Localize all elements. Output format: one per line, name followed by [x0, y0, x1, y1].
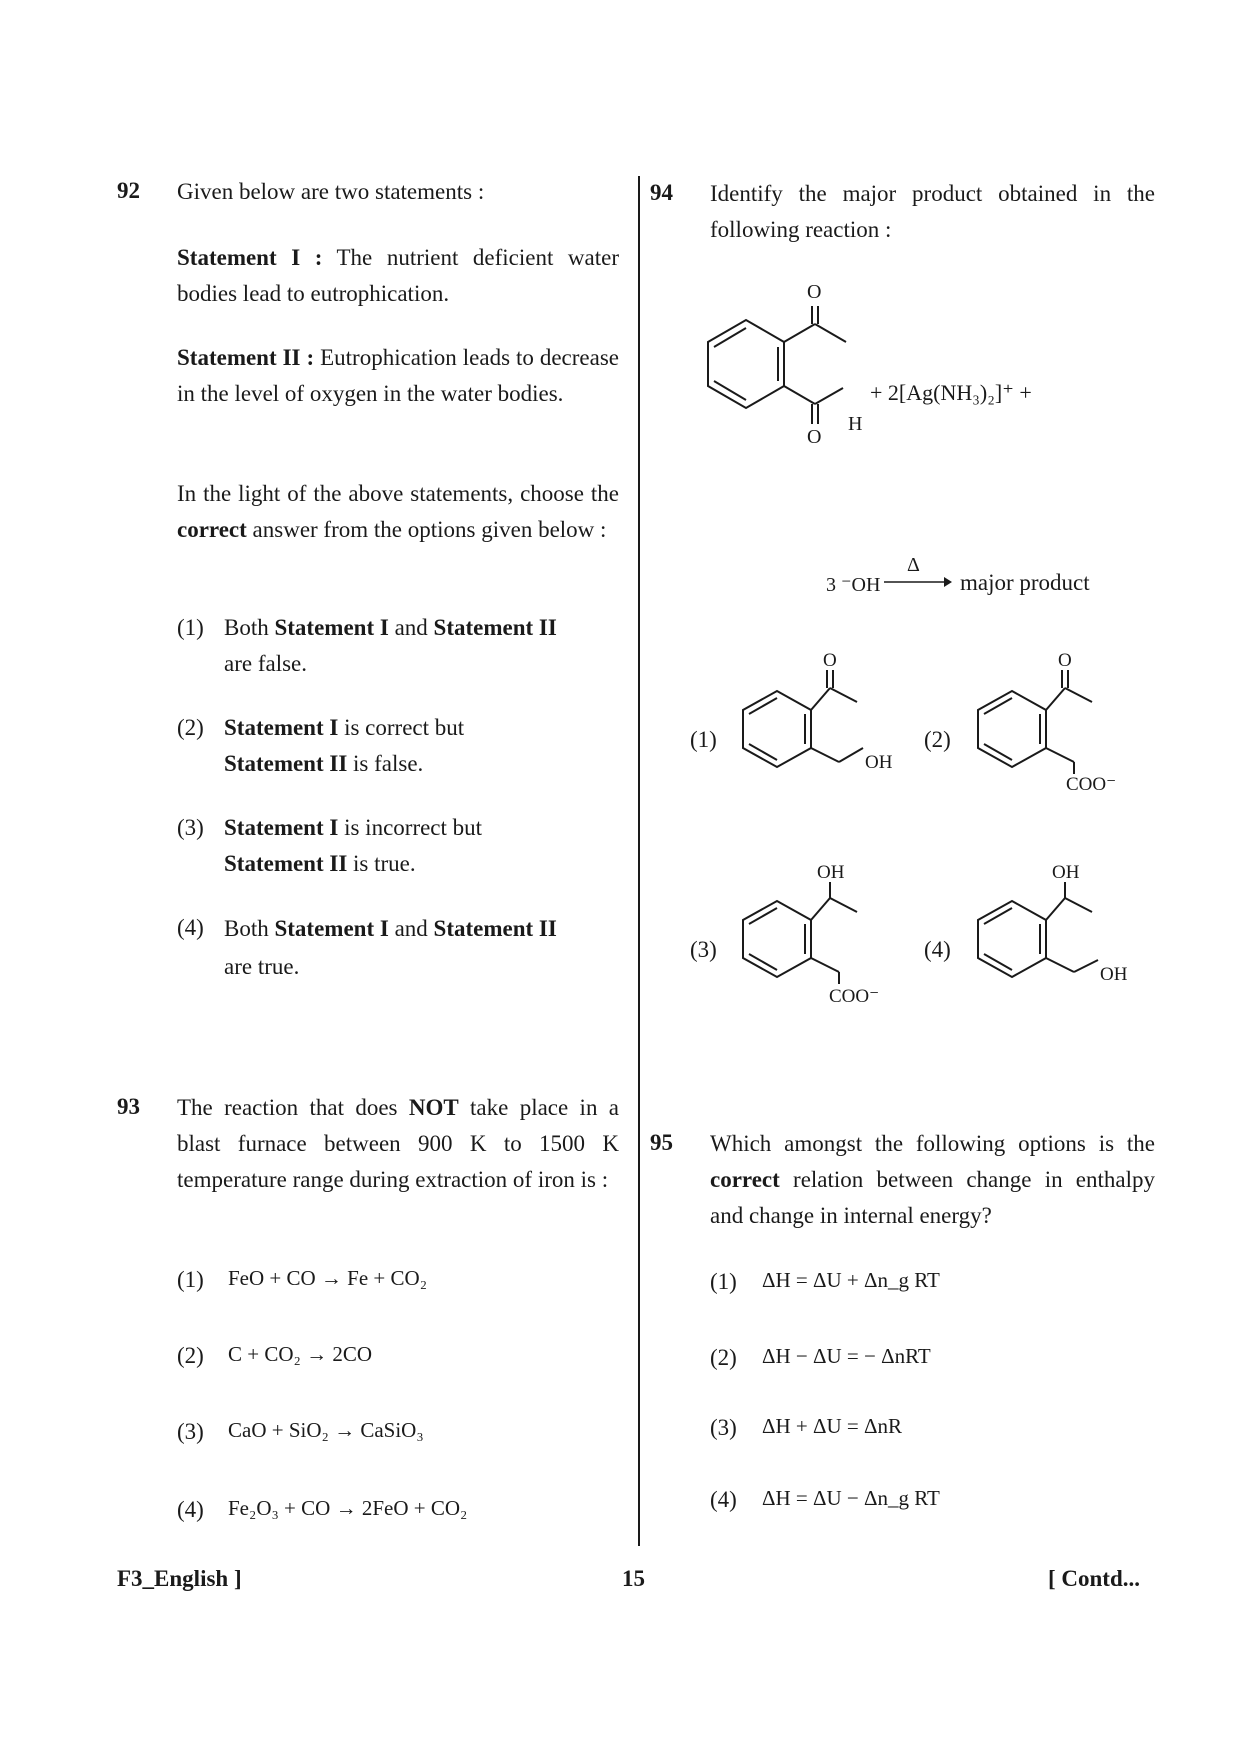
q92-s1-text: The nutrient deficient water bodies lead to eutrophication.	[177, 245, 619, 306]
q93-option-3-eq: CaO + SiO₂ → CaSiO₃	[228, 1418, 424, 1442]
atom-H: H	[848, 413, 863, 435]
page-number: 15	[622, 1566, 645, 1591]
q93-option-3[interactable]: (3)	[177, 1419, 204, 1444]
q95-option-4[interactable]: (4)	[710, 1487, 737, 1512]
q95-option-3-eq: ΔH + ΔU = ΔnR	[762, 1414, 903, 1438]
atom-O: O	[823, 650, 837, 671]
q92-option-3-text: Statement I is incorrect but Statement II is true.	[224, 815, 483, 876]
q94-number: 94	[650, 180, 673, 205]
q94-question: Identify the major product obtained in the following reaction :	[710, 181, 1155, 242]
atom-OH: OH	[817, 862, 845, 883]
q92-number: 92	[117, 178, 140, 203]
q92-option-4-text: Both Statement I and Statement II are true.	[224, 916, 557, 979]
atom-O-top: O	[807, 281, 822, 303]
q95-option-4-eq: ΔH = ΔU − Δn_g RT	[762, 1486, 940, 1510]
q94-option-4-structure	[970, 862, 1140, 1000]
q92-s2-text: Eutrophication leads to decrease in the level of oxygen in the water bodies.	[177, 345, 619, 406]
q94-option-3-structure	[735, 862, 905, 1010]
q94-option-1[interactable]: (1)	[690, 727, 717, 752]
q92-option-1[interactable]	[177, 610, 204, 646]
q94-option-2-structure	[970, 650, 1140, 795]
q95-option-1-eq: ΔH = ΔU + Δn_g RT	[762, 1268, 940, 1292]
q95-option-3[interactable]: (3)	[710, 1415, 737, 1440]
footer-left: F3_English ]	[117, 1566, 242, 1591]
atom-COO: COO⁻	[829, 986, 880, 1007]
q93-option-1-eq: FeO + CO → Fe + CO₂	[228, 1266, 428, 1290]
q93-question: The reaction that does NOT take place in a blast furnace between 900 K to 1500 K temperature range during extraction of iron is :	[177, 1095, 619, 1192]
q93-option-4-eq: Fe₂O₃ + CO → 2FeO + CO₂	[228, 1496, 468, 1520]
atom-OH: OH	[865, 752, 893, 773]
q95-number: 95	[650, 1130, 673, 1155]
option-number: (1)	[177, 615, 204, 640]
atom-COO: COO⁻	[1066, 774, 1117, 795]
q92-s2-label: Statement II :	[177, 345, 315, 370]
q92-option-4[interactable]	[177, 910, 204, 946]
q93-number: 93	[117, 1094, 140, 1119]
q92-instr-bold: correct	[177, 517, 247, 542]
q93-option-1[interactable]: (1)	[177, 1267, 204, 1292]
q92-intro: Given below are two statements :	[177, 179, 485, 204]
q94-option-1-structure	[735, 650, 905, 780]
q92-instr-b: answer from the options given below :	[252, 517, 607, 542]
q93-option-2[interactable]: (2)	[177, 1343, 204, 1368]
q95-question: Which amongst the following options is the correct relation between change in enthalpy and change in internal energy?	[710, 1131, 1156, 1228]
q92-option-1-text: Both Statement I and Statement II are false.	[224, 615, 557, 676]
footer-right: [ Contd...	[1048, 1566, 1141, 1591]
q94-option-4[interactable]: (4)	[924, 937, 951, 962]
q94-option-2[interactable]: (2)	[924, 727, 951, 752]
q93-option-2-eq: C + CO₂ → 2CO	[228, 1342, 373, 1366]
q95-option-2-eq: ΔH − ΔU = − ΔnRT	[762, 1344, 931, 1368]
q92-statement-2	[177, 340, 619, 412]
option-number: (3)	[177, 815, 204, 840]
q94-product-label: major product	[960, 570, 1090, 595]
q92-s1-label: Statement I :	[177, 245, 323, 270]
q95-option-2[interactable]: (2)	[710, 1345, 737, 1370]
column-divider	[638, 176, 640, 1546]
q94-reagent: + 2[Ag(NH₃)₂]⁺ +	[870, 380, 1032, 405]
q92-statement-1	[177, 240, 619, 312]
q94-condition: 3 ⁻OH	[826, 574, 881, 596]
option-number: (4)	[177, 915, 204, 940]
q92-option-2[interactable]	[177, 710, 204, 746]
atom-O-bottom: O	[807, 426, 822, 448]
atom-OH-2: OH	[1100, 964, 1128, 985]
q92-option-2-text: Statement I is correct but Statement II is false.	[224, 715, 465, 776]
q94-arrow-label: Δ	[907, 554, 920, 576]
q92-instruction	[177, 476, 619, 548]
q92-instr-a: In the light of the above statements, choose the	[177, 481, 619, 506]
atom-OH: OH	[1052, 862, 1080, 883]
q94-option-3[interactable]: (3)	[690, 937, 717, 962]
reaction-arrow-icon	[884, 572, 952, 592]
option-number: (2)	[177, 715, 204, 740]
q95-option-1[interactable]: (1)	[710, 1269, 737, 1294]
atom-O: O	[1058, 650, 1072, 671]
q92-option-3[interactable]	[177, 810, 204, 846]
q93-option-4[interactable]: (4)	[177, 1497, 204, 1522]
